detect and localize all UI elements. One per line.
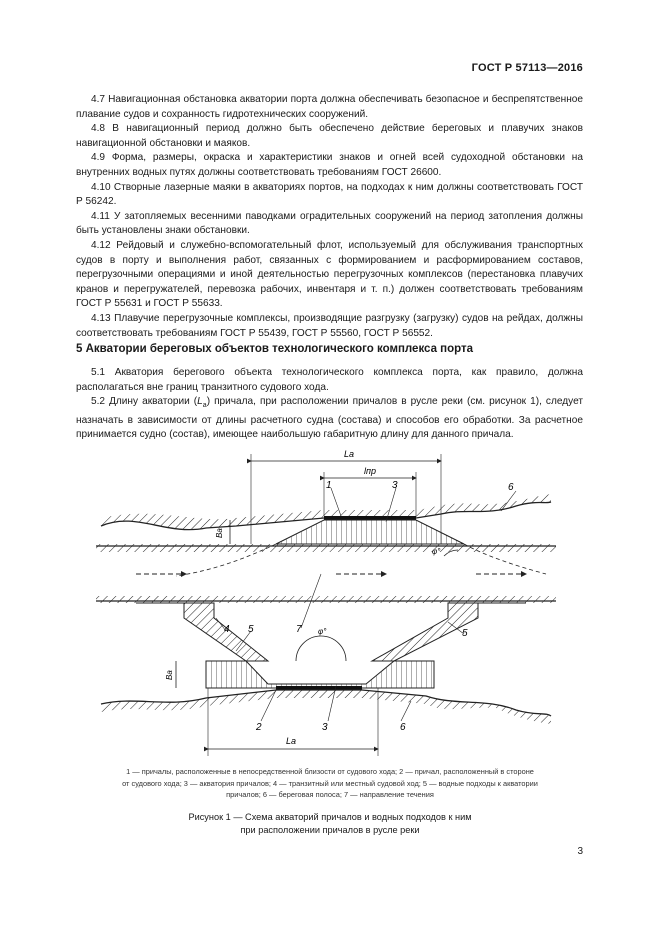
- caption-line-2: при расположении причалов в русле реки: [240, 824, 420, 835]
- paragraph-4-8: 4.8 В навигационный период должно быть обеспечено действие береговых и плавучих знаков навигационной обстановки и маяков.: [76, 123, 583, 149]
- paragraph-4-13: 4.13 Плавучие перегрузочные комплексы, производящие разгрузку (загрузку) судов на рейдах, должны соответствовать требованиям ГОСТ Р 55439, ГОСТ Р 55560, ГОСТ Р 56552.: [76, 312, 583, 339]
- legend-line-3: причалов; 6 — береговая полоса; 7 — направление течения: [226, 790, 434, 799]
- page-number: 3: [577, 846, 583, 857]
- transit-channel-hatch-bottom: [96, 596, 556, 603]
- paragraph-4-9: 4.9 Форма, размеры, окраска и характеристики знаков и огней всей судоходной обстановки на внутренних водных путях должны соответствовать требованиям ГОСТ 26600.: [76, 152, 583, 178]
- length-symbol: L: [197, 396, 203, 408]
- leader-6-bottom: [401, 701, 411, 721]
- legend-line-2: от судового хода; 3 — акватория причалов; 4 — транзитный или местный судовой ход; 5 — водные подходы к акватории: [122, 778, 538, 788]
- top-berth-area: [276, 520, 464, 544]
- paragraph-5-2: [76, 395, 583, 443]
- label-3-top: 3: [392, 480, 398, 491]
- figure-1-diagram: [96, 446, 556, 761]
- label-4: 4: [224, 624, 230, 635]
- label-3-bottom: 3: [322, 722, 328, 733]
- label-6-top: 6: [508, 482, 514, 493]
- label-5-left: 5: [248, 624, 254, 635]
- bottom-berth-area: [206, 661, 434, 688]
- paragraph-5-2-end: ) причала, при расположении причалов в русле реки (см. рисунок 1), следует назначать в зависимости от длины расчетного судна (состава) и способов его обработки. За расчетное принимается судно (состав), имеющее наибольшую габаритную длину для данного причала.: [76, 396, 583, 441]
- paragraph-4-7: 4.7 Навигационная обстановка акватории порта должна обеспечивать безопасное и беспрепятственное плавание судов и сохранность гидротехнических сооружений.: [76, 94, 583, 120]
- label-5-right: 5: [462, 628, 468, 639]
- top-berth: [324, 516, 416, 520]
- paragraph-5-2-start: 5.2 Длину акватории (: [91, 396, 198, 408]
- body-text-section-5: [76, 366, 583, 443]
- label-ba-bottom: Bа: [165, 670, 174, 680]
- transit-channel-hatch-top: [96, 544, 556, 552]
- label-2: 2: [256, 722, 262, 733]
- bottom-shore-hatch: [101, 690, 551, 724]
- caption-line-1: Рисунок 1 — Схема акваторий причалов и водных подходов к ним: [188, 812, 472, 822]
- legend-line-1: 1 — причалы, расположенные в непосредственной близости от судового хода; 2 — причал, расположенный в стороне: [126, 767, 534, 776]
- label-angle-bottom: φ°: [318, 627, 327, 636]
- figure-1-svg: [96, 446, 556, 761]
- label-la-bottom: Lа: [286, 736, 297, 746]
- paragraph-4-12: 4.12 Рейдовый и служебно-вспомогательный флот, используемый для обслуживания транспортных судов в порту и выполнения работ, связанных с формированием и расформированием составов, перегрузочными операциями и иной деятельностью перегрузочных комплексов (перестановка плавучих кранов и перегружателей, перевозка рабочих, инвентаря и т. п.) должен соответствовать требованиям ГОСТ Р 55631 и ГОСТ Р 55633.: [76, 239, 583, 310]
- paragraph-4-10: 4.10 Створные лазерные маяки в акваториях портов, на подходах к ним должны соответствовать ГОСТ Р 56242.: [76, 181, 583, 208]
- label-angle-top: φ°: [432, 547, 441, 556]
- paragraph-5-1: 5.1 Акватория берегового объекта технологического комплекса порта, как правило, должна располагаться вне границ транзитного судового хода.: [76, 367, 583, 393]
- document-id: ГОСТ Р 57113—2016: [471, 62, 583, 74]
- label-lpr: lпр: [364, 466, 376, 476]
- label-ba-top: Bа: [215, 528, 224, 538]
- label-la-top: Lа: [344, 449, 355, 459]
- length-subscript: а: [202, 402, 207, 410]
- figure-legend: [92, 766, 568, 801]
- body-text-section-4: [76, 93, 583, 341]
- angle-arc-bottom: [296, 636, 346, 661]
- label-7: 7: [296, 624, 302, 635]
- figure-caption: [120, 811, 540, 836]
- label-6-bottom: 6: [400, 722, 406, 733]
- label-1: 1: [326, 480, 332, 491]
- section-5-title: 5 Акватории береговых объектов технологического комплекса порта: [76, 343, 474, 355]
- paragraph-4-11: 4.11 У затопляемых весенними паводками оградительных сооружений на период затопления должны быть установлены знаки обстановки.: [76, 210, 583, 237]
- bottom-approach-right: [372, 603, 526, 661]
